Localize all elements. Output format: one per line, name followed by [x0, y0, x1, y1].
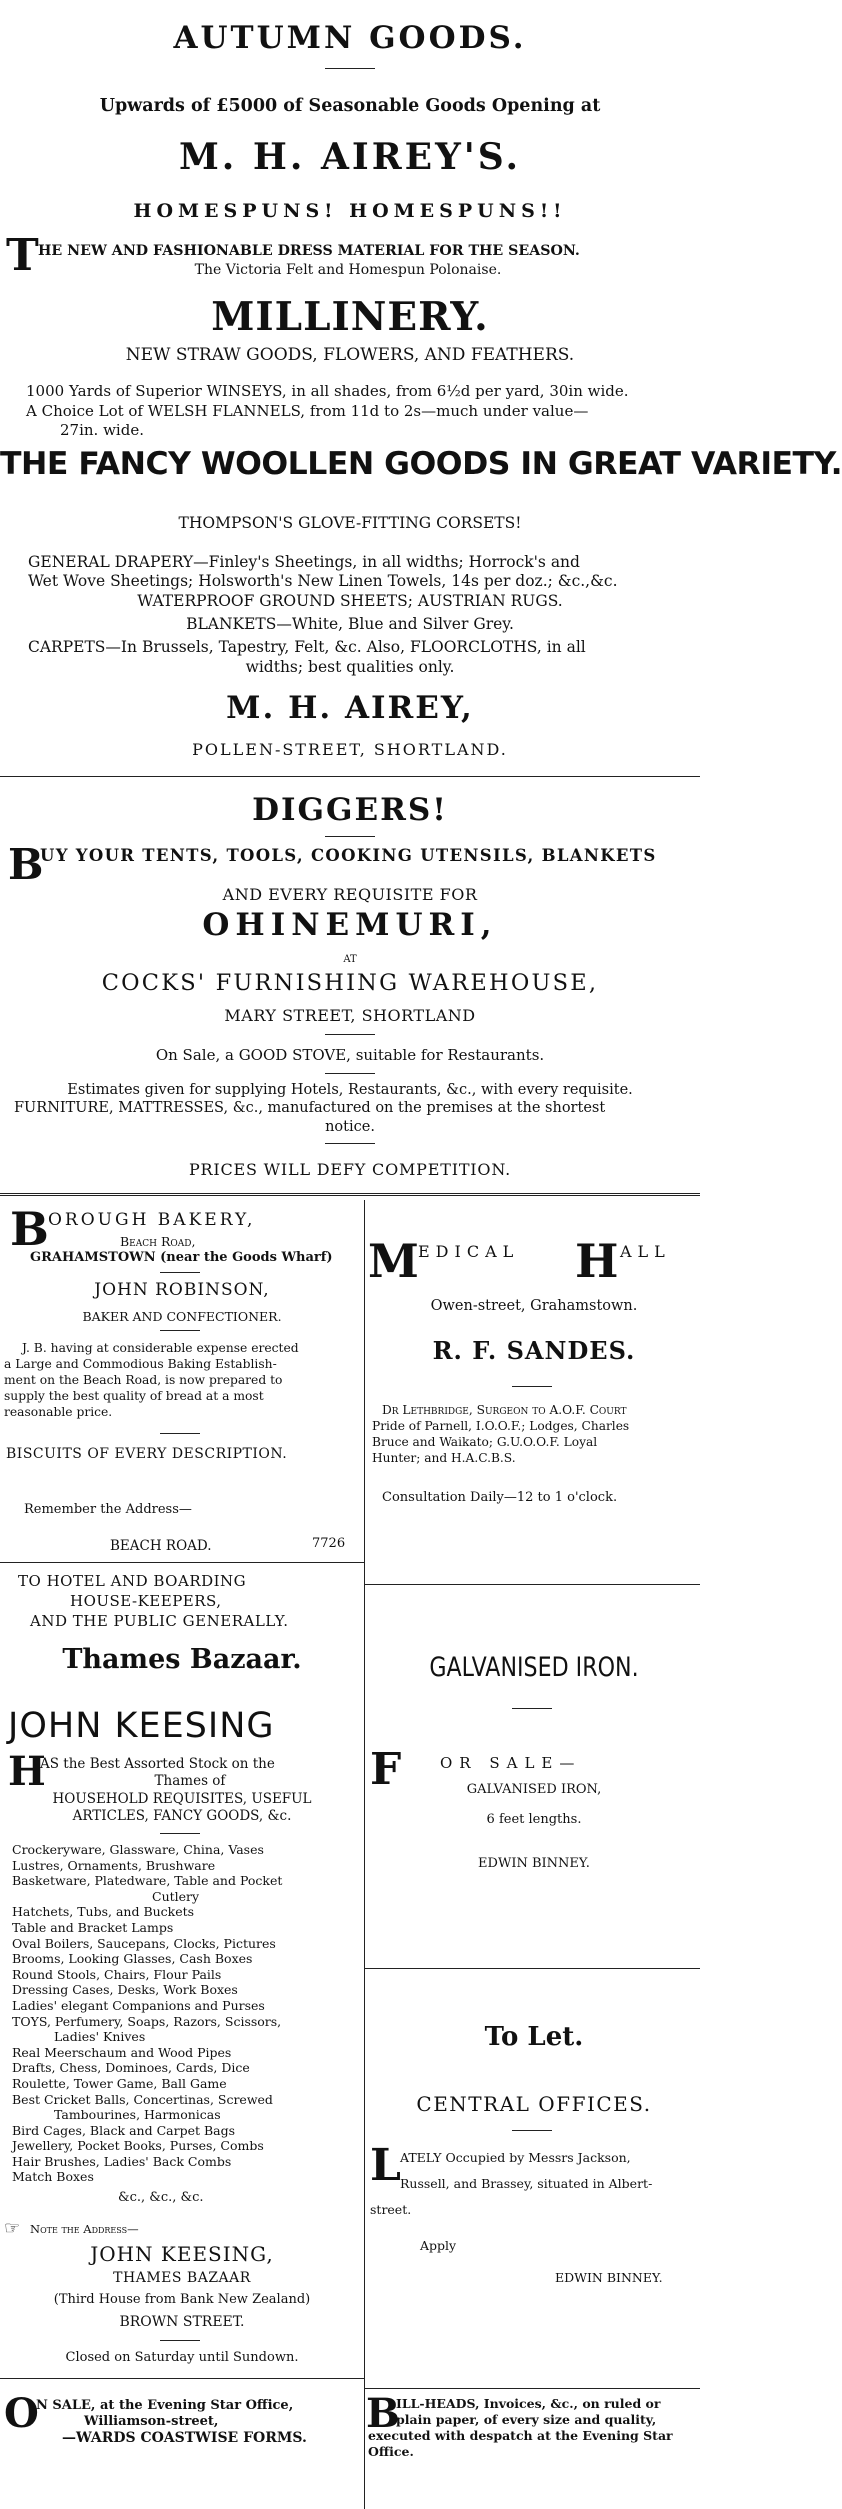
short-rule: [325, 836, 375, 837]
medical-body-line: Dr Lethbridge, Surgeon to A.O.F. Court: [382, 1403, 627, 1417]
tolet-lately3: street.: [370, 2202, 412, 2217]
diggers-buy: UY YOUR TENTS, TOOLS, COOKING UTENSILS, BLANKETS: [40, 846, 657, 865]
autumn-millinery: MILLINERY.: [211, 294, 489, 340]
bakery-owner: JOHN ROBINSON,: [94, 1280, 270, 1300]
bakery-initial: B: [10, 1202, 49, 1256]
autumn-carpets1: CARPETS—In Brussels, Tapestry, Felt, &c. Also, FLOORCLOTHS, in all: [28, 638, 586, 656]
bazaar-to-hotel: TO HOTEL AND BOARDING: [18, 1572, 247, 1590]
section-rule: [0, 776, 700, 777]
autumn-season-line1: HE NEW AND FASHIONABLE DRESS MATERIAL FOR THE SEASON.: [38, 243, 580, 259]
bakery-title: OROUGH BAKERY,: [48, 1210, 256, 1230]
diggers-every: AND EVERY REQUISITE FOR: [222, 885, 478, 904]
bakery-ad-number: 7726: [312, 1536, 346, 1551]
bazaar-item: Oval Boilers, Saucepans, Clocks, Pictures: [12, 1935, 276, 1951]
bazaar-item: Cutlery: [152, 1888, 200, 1904]
medical-word2: ALL: [620, 1242, 671, 1261]
footer-left-line3: —WARDS COASTWISE FORMS.: [62, 2430, 307, 2446]
short-rule: [512, 1386, 552, 1387]
bazaar-signature: JOHN KEESING,: [90, 2242, 274, 2266]
bazaar-item: Lustres, Ornaments, Brushware: [12, 1857, 216, 1873]
bazaar-has3: HOUSEHOLD REQUISITES, USEFUL: [52, 1791, 312, 1807]
short-rule: [160, 1330, 200, 1331]
bazaar-street: BROWN STREET.: [119, 2314, 245, 2330]
bazaar-housekeepers: HOUSE-KEEPERS,: [70, 1592, 222, 1610]
short-rule: [512, 1708, 552, 1709]
autumn-drapery1: GENERAL DRAPERY—Finley's Sheetings, in all widths; Horrock's and: [28, 553, 580, 571]
bazaar-note: Note the Address—: [30, 2222, 139, 2236]
autumn-winseys1: 1000 Yards of Superior WINSEYS, in all shades, from 6½d per yard, 30in wide.: [26, 382, 629, 400]
bakery-remember: Remember the Address—: [24, 1502, 192, 1517]
autumn-homespuns: HOMESPUNS! HOMESPUNS!!: [133, 200, 567, 222]
footer-right-line3: executed with despatch at the Evening Star: [368, 2428, 673, 2443]
autumn-headline: AUTUMN GOODS.: [173, 20, 527, 56]
diggers-street: MARY STREET, SHORTLAND: [224, 1006, 476, 1025]
diggers-initial: B: [8, 840, 44, 889]
tolet-initial: L: [370, 2140, 401, 2191]
bazaar-item: Real Meerschaum and Wood Pipes: [12, 2044, 232, 2060]
footer-left-line2: Williamson-street,: [84, 2414, 219, 2429]
bazaar-item: Bird Cages, Black and Carpet Bags: [12, 2122, 236, 2138]
iron-galvanised: GALVANISED IRON,: [466, 1782, 602, 1797]
short-rule: [325, 1073, 375, 1074]
footer-right-line1: ILL-HEADS, Invoices, &c., on ruled or: [396, 2396, 661, 2411]
bazaar-item: Hatchets, Tubs, and Buckets: [12, 1904, 195, 1920]
diggers-estimates3: notice.: [325, 1119, 375, 1135]
autumn-season-line2: The Victoria Felt and Homespun Polonaise.: [194, 262, 502, 278]
tolet-lately2: Russell, and Brassey, situated in Albert-: [400, 2176, 653, 2191]
tolet-apply: Apply: [420, 2238, 457, 2253]
bazaar-signature2: THAMES BAZAAR: [113, 2270, 251, 2286]
iron-length: 6 feet lengths.: [486, 1812, 582, 1827]
short-rule: [160, 1833, 200, 1834]
bakery-body-line: supply the best quality of bread at a most: [4, 1389, 264, 1403]
tolet-lately1: ATELY Occupied by Messrs Jackson,: [400, 2150, 631, 2165]
autumn-waterproof: WATERPROOF GROUND SHEETS; AUSTRIAN RUGS.: [137, 592, 563, 610]
bazaar-etc: &c., &c., &c.: [118, 2190, 204, 2205]
short-rule: [160, 2340, 200, 2341]
short-rule: [160, 1433, 200, 1434]
bakery-body-line: J. B. having at considerable expense erected: [22, 1341, 299, 1355]
bazaar-item: Crockeryware, Glassware, China, Vases: [12, 1842, 264, 1857]
diggers-stove: On Sale, a GOOD STOVE, suitable for Restaurants.: [155, 1046, 545, 1064]
footer-left-initial: O: [4, 2390, 39, 2437]
column-rule: [364, 1584, 700, 1585]
bakery-grahamstown: GRAHAMSTOWN (near the Goods Wharf): [30, 1250, 333, 1265]
bazaar-item: Drafts, Chess, Dominoes, Cards, Dice: [12, 2060, 250, 2076]
medical-body-line: Pride of Parnell, I.O.O.F.; Lodges, Charles: [372, 1419, 630, 1433]
bakery-body-line: a Large and Commodious Baking Establish-: [4, 1357, 277, 1371]
bazaar-third-house: (Third House from Bank New Zealand): [53, 2292, 311, 2307]
medical-initial-h: H: [575, 1234, 619, 1288]
footer-left-line1: N SALE, at the Evening Star Office,: [36, 2398, 294, 2413]
bazaar-public: AND THE PUBLIC GENERALLY.: [30, 1612, 289, 1630]
bazaar-item: Match Boxes: [12, 2169, 94, 2185]
medical-body: [372, 1402, 630, 1466]
diggers-headline: DIGGERS!: [252, 792, 448, 828]
medical-initial-m: M: [368, 1234, 419, 1288]
diggers-place: OHINEMURI,: [202, 907, 498, 943]
bakery-trade: BAKER AND CONFECTIONER.: [82, 1309, 282, 1324]
autumn-corsets: THOMPSON'S GLOVE-FITTING CORSETS!: [178, 514, 522, 532]
medical-hours: Consultation Daily—12 to 1 o'clock.: [382, 1490, 618, 1505]
autumn-straw: NEW STRAW GOODS, FLOWERS, AND FEATHERS.: [125, 345, 575, 365]
autumn-upwards: Upwards of £5000 of Seasonable Goods Opening at: [99, 96, 601, 116]
diggers-at: AT: [343, 954, 357, 965]
autumn-address: POLLEN-STREET, SHORTLAND.: [192, 740, 508, 759]
medical-body-line: Bruce and Waikato; G.U.O.O.F. Loyal: [372, 1435, 598, 1449]
bazaar-item: TOYS, Perfumery, Soaps, Razors, Scissors,: [12, 2013, 282, 2029]
iron-seller: EDWIN BINNEY.: [478, 1856, 590, 1871]
medical-word1: EDICAL: [418, 1242, 520, 1261]
autumn-fancy: THE FANCY WOOLLEN GOODS IN GREAT VARIETY.: [0, 446, 842, 482]
bazaar-closed: Closed on Saturday until Sundown.: [65, 2350, 299, 2365]
medical-name: R. F. SANDES.: [432, 1336, 636, 1365]
bazaar-item: Roulette, Tower Game, Ball Game: [12, 2075, 227, 2091]
diggers-warehouse: COCKS' FURNISHING WAREHOUSE,: [101, 970, 599, 996]
season-initial: T: [6, 230, 39, 281]
bazaar-item: Brooms, Looking Glasses, Cash Boxes: [12, 1951, 253, 1967]
column-divider: [364, 1200, 365, 2509]
autumn-winseys2: A Choice Lot of WELSH FLANNELS, from 11d to 2s—much under value—: [26, 402, 589, 420]
bazaar-has1: AS the Best Assorted Stock on the: [40, 1756, 275, 1772]
bakery-body: [4, 1340, 299, 1420]
bazaar-item: Basketware, Platedware, Table and Pocket: [12, 1873, 283, 1889]
bazaar-items: [12, 1842, 282, 2185]
pointing-hand-icon: ☞: [4, 2218, 21, 2239]
diggers-prices: PRICES WILL DEFY COMPETITION.: [188, 1160, 511, 1179]
bakery-body-line: ment on the Beach Road, is now prepared to: [4, 1373, 283, 1387]
autumn-signature: M. H. AIREY,: [226, 690, 474, 726]
tolet-title: To Let.: [484, 2022, 584, 2052]
autumn-carpets2: widths; best qualities only.: [245, 658, 455, 676]
autumn-drapery2: Wet Wove Sheetings; Holsworth's New Linen Towels, 14s per doz.; &c.,&c.: [28, 572, 618, 590]
autumn-store-name: M. H. AIREY'S.: [178, 136, 522, 178]
medical-street: Owen-street, Grahamstown.: [430, 1298, 638, 1314]
bazaar-has2: Thames of: [154, 1773, 226, 1789]
bakery-road: Beach Road,: [120, 1234, 196, 1249]
iron-for-sale: OR SALE—: [440, 1754, 582, 1772]
short-rule: [325, 1034, 375, 1035]
bazaar-item: Best Cricket Balls, Concertinas, Screwed: [12, 2091, 273, 2107]
tolet-seller: EDWIN BINNEY.: [555, 2270, 663, 2285]
autumn-winseys3: 27in. wide.: [60, 421, 144, 439]
bazaar-item: Hair Brushes, Ladies' Back Combs: [12, 2153, 232, 2169]
footer-right-line2: plain paper, of every size and quality,: [396, 2412, 657, 2427]
bazaar-item: Table and Bracket Lamps: [12, 1919, 174, 1935]
autumn-blankets: BLANKETS—White, Blue and Silver Grey.: [186, 615, 514, 633]
iron-initial: F: [370, 1744, 402, 1795]
short-rule: [325, 1143, 375, 1144]
column-rule: [364, 2388, 700, 2389]
bazaar-item: Ladies' elegant Companions and Purses: [12, 1997, 265, 2013]
footer-right-line4: Office.: [368, 2444, 414, 2459]
diggers-estimates2: FURNITURE, MATTRESSES, &c., manufactured on the premises at the shortest: [14, 1100, 606, 1116]
short-rule: [160, 1272, 200, 1273]
bazaar-item: Round Stools, Chairs, Flour Pails: [12, 1966, 222, 1982]
column-rule: [364, 1968, 700, 1969]
diggers-estimates1: Estimates given for supplying Hotels, Restaurants, &c., with every requisite.: [67, 1082, 633, 1098]
bazaar-item: Tambourines, Harmonicas: [54, 2107, 221, 2123]
section-double-rule: [0, 1193, 700, 1196]
tolet-offices: CENTRAL OFFICES.: [416, 2092, 652, 2116]
bazaar-initial: H: [8, 1748, 46, 1795]
column-rule: [0, 2378, 364, 2379]
short-rule: [512, 2130, 552, 2131]
short-rule: [325, 68, 375, 69]
bakery-biscuits: BISCUITS OF EVERY DESCRIPTION.: [6, 1446, 288, 1462]
iron-title: GALVANISED IRON.: [429, 1652, 639, 1683]
bakery-beach-road: BEACH ROAD.: [110, 1538, 212, 1554]
bazaar-title: Thames Bazaar.: [62, 1644, 302, 1675]
footer-right-initial: B: [366, 2390, 400, 2437]
bazaar-item: Ladies' Knives: [54, 2029, 146, 2045]
bazaar-keeper: JOHN KEESING: [8, 1706, 275, 1746]
bazaar-item: Jewellery, Pocket Books, Purses, Combs: [12, 2138, 264, 2154]
column-rule: [0, 1562, 364, 1563]
bazaar-has4: ARTICLES, FANCY GOODS, &c.: [72, 1808, 292, 1824]
bazaar-item: Dressing Cases, Desks, Work Boxes: [12, 1982, 238, 1998]
bakery-body-line: reasonable price.: [4, 1405, 113, 1419]
medical-body-line: Hunter; and H.A.C.B.S.: [372, 1451, 516, 1465]
